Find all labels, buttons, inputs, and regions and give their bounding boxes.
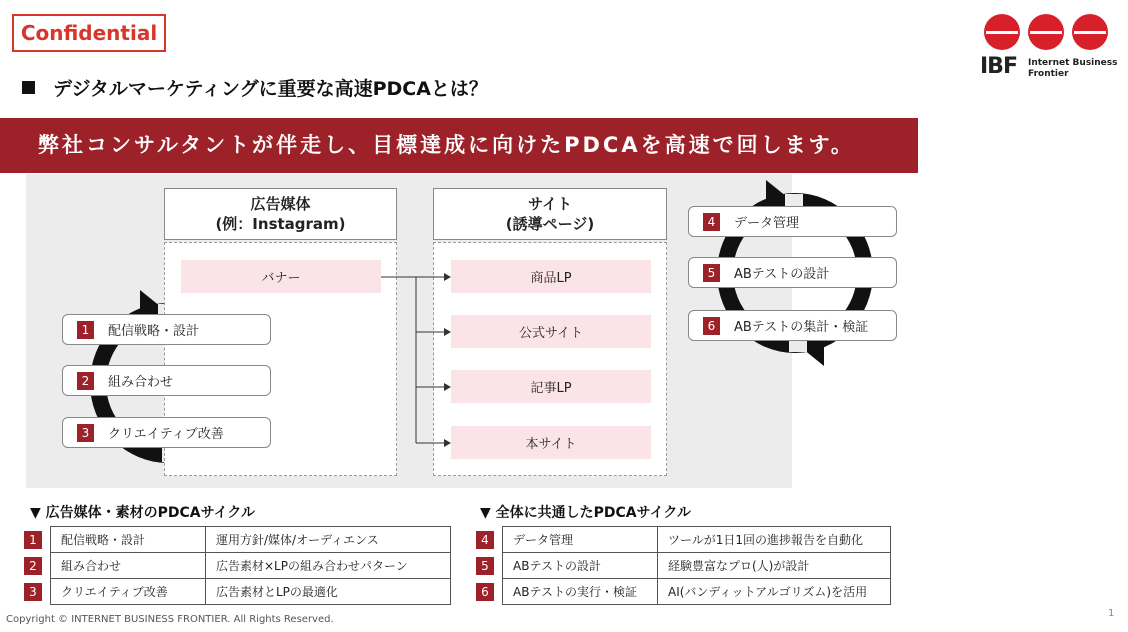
row-desc: 運用方針/媒体/オーディエンス xyxy=(206,527,451,553)
square-bullet-icon xyxy=(22,81,35,94)
site-item-article-lp: 記事LP xyxy=(451,370,651,403)
row-number: 5 xyxy=(476,557,494,575)
site-item-product-lp: 商品LP xyxy=(451,260,651,293)
row-name: クリエイティブ改善 xyxy=(51,579,206,605)
left-step-1 xyxy=(62,314,271,345)
left-table-title: ▼ 広告媒体・素材のPDCAサイクル xyxy=(30,505,255,521)
left-step-3 xyxy=(62,417,271,448)
company-logo xyxy=(978,12,1116,84)
site-title-line1: サイト xyxy=(528,195,572,213)
site-item-official-site: 公式サイト xyxy=(451,315,651,348)
left-pdca-table xyxy=(24,526,451,605)
row-name: 配信戦略・設計 xyxy=(51,527,206,553)
banner-item: バナー xyxy=(181,260,381,293)
table-row xyxy=(476,527,891,553)
table-row xyxy=(476,553,891,579)
headline-banner: 弊社コンサルタントが伴走し、目標達成に向けたPDCAを高速で回します。 xyxy=(0,118,918,173)
page-title xyxy=(22,74,488,101)
row-name: ABテストの設計 xyxy=(503,553,658,579)
step-number: 4 xyxy=(703,213,720,231)
row-desc: AI(バンディットアルゴリズム)を活用 xyxy=(658,579,891,605)
right-step-4 xyxy=(688,206,897,237)
step-number: 2 xyxy=(77,372,94,390)
step-number: 6 xyxy=(703,317,720,335)
step-label: ABテストの設計 xyxy=(734,267,830,282)
row-number: 6 xyxy=(476,583,494,601)
right-step-6 xyxy=(688,310,897,341)
right-step-5 xyxy=(688,257,897,288)
media-title-line1: 広告媒体 xyxy=(250,195,311,213)
right-table-title: ▼ 全体に共通したPDCAサイクル xyxy=(480,505,691,521)
copyright-footer: Copyright © INTERNET BUSINESS FRONTIER. All Rights Reserved. xyxy=(6,614,334,625)
row-desc: 経験豊富なプロ(人)が設計 xyxy=(658,553,891,579)
row-desc: 広告素材×LPの組み合わせパターン xyxy=(206,553,451,579)
table-row xyxy=(24,579,451,605)
confidential-badge: Confidential xyxy=(12,14,166,52)
step-label: 組み合わせ xyxy=(108,375,174,390)
media-column-header xyxy=(164,188,397,240)
table-row xyxy=(24,527,451,553)
page-number: 1 xyxy=(1108,608,1115,619)
connector-arrows-icon xyxy=(380,260,460,460)
step-label: データ管理 xyxy=(734,216,800,231)
logo-brand: IBF xyxy=(980,54,1017,79)
logo-line1: Internet Business xyxy=(1028,58,1118,68)
site-item-main-site: 本サイト xyxy=(451,426,651,459)
row-number: 4 xyxy=(476,531,494,549)
table-row xyxy=(476,579,891,605)
row-desc: 広告素材とLPの最適化 xyxy=(206,579,451,605)
row-number: 1 xyxy=(24,531,42,549)
page-title-text: デジタルマーケティングに重要な高速PDCAとは？ xyxy=(53,78,488,100)
logo-line2: Frontier xyxy=(1028,69,1069,79)
right-pdca-table xyxy=(476,526,891,605)
step-label: ABテストの集計・検証 xyxy=(734,320,869,335)
table-row xyxy=(24,553,451,579)
step-label: クリエイティブ改善 xyxy=(108,427,224,442)
row-desc: ツールが1日1回の進捗報告を自動化 xyxy=(658,527,891,553)
left-step-2 xyxy=(62,365,271,396)
row-number: 2 xyxy=(24,557,42,575)
step-number: 1 xyxy=(77,321,94,339)
site-column-header xyxy=(433,188,667,240)
step-label: 配信戦略・設計 xyxy=(108,324,200,339)
media-title-line2: (例：Instagram) xyxy=(215,215,346,233)
row-name: データ管理 xyxy=(503,527,658,553)
row-number: 3 xyxy=(24,583,42,601)
step-number: 3 xyxy=(77,424,94,442)
row-name: 組み合わせ xyxy=(51,553,206,579)
site-title-line2: (誘導ページ) xyxy=(505,215,595,233)
row-name: ABテストの実行・検証 xyxy=(503,579,658,605)
step-number: 5 xyxy=(703,264,720,282)
